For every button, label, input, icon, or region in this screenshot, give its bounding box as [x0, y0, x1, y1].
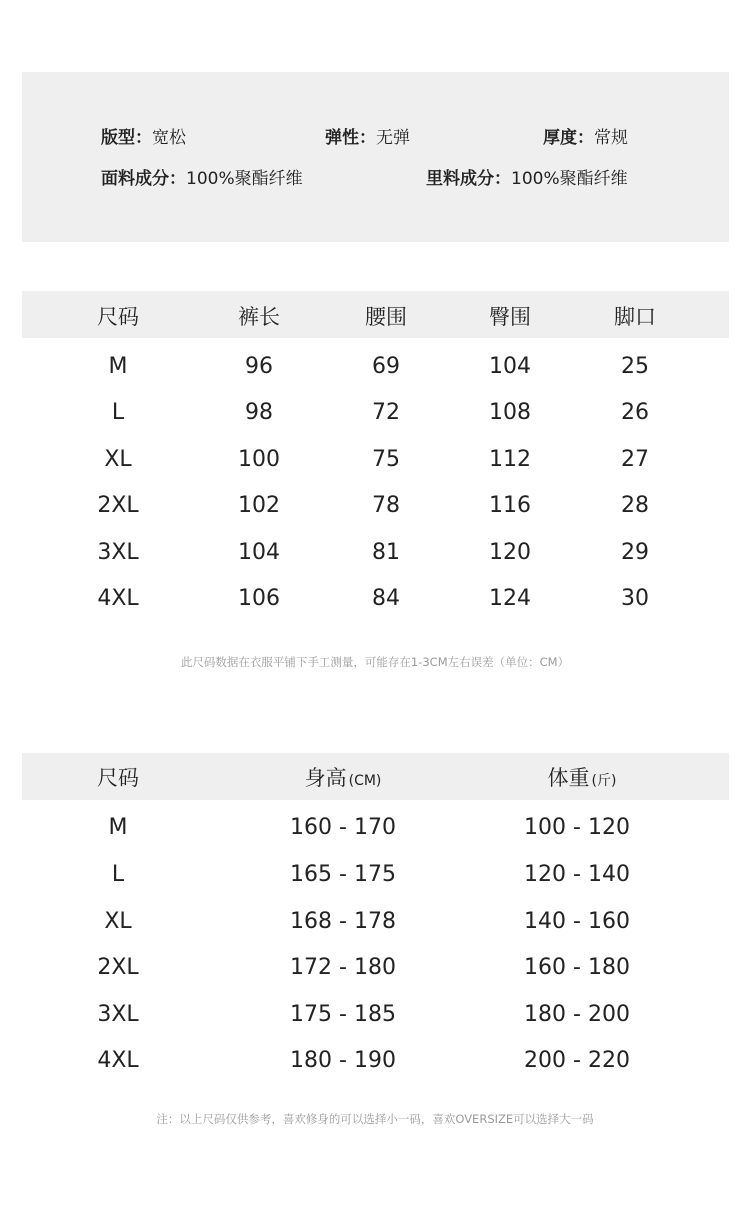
- spec-lining-key: 里料成分：: [426, 169, 511, 189]
- hem-cell: 28: [621, 493, 649, 518]
- rec-size-cell: 4XL: [97, 1048, 139, 1073]
- spec-lining: [426, 169, 628, 189]
- size-cell: 2XL: [97, 493, 139, 518]
- length-cell: 98: [245, 400, 273, 425]
- length-cell: 96: [245, 354, 273, 379]
- height-cell: 160 - 170: [290, 815, 396, 840]
- hip-cell: 116: [489, 493, 531, 518]
- hem-cell: 25: [621, 354, 649, 379]
- length-cell: 102: [238, 493, 280, 518]
- measurement-note: 此尺码数据在衣服平铺下手工测量，可能存在1-3CM左右误差（单位：CM）: [180, 655, 570, 669]
- length-cell: 104: [238, 540, 280, 565]
- waist-cell: 81: [372, 540, 400, 565]
- hip-cell: 108: [489, 400, 531, 425]
- waist-cell: 72: [372, 400, 400, 425]
- waist-cell: 75: [372, 447, 400, 472]
- rec-size-cell: 2XL: [97, 955, 139, 980]
- rec-size-cell: L: [111, 862, 125, 887]
- size-cell: XL: [104, 447, 132, 472]
- height-cell: 165 - 175: [290, 862, 396, 887]
- spec-thickness: [543, 128, 628, 148]
- waist-col-header: 腰围: [365, 305, 407, 329]
- length-col-header: 裤长: [238, 305, 280, 329]
- weight-cell: 180 - 200: [524, 1002, 630, 1027]
- weight-col-header: [548, 765, 617, 794]
- rec-size-cell: XL: [104, 909, 132, 934]
- spec-fabric-key: 面料成分：: [101, 169, 186, 189]
- rec-size-cell: 3XL: [97, 1002, 139, 1027]
- waist-cell: 84: [372, 586, 400, 611]
- spec-thickness-key: 厚度：: [543, 128, 594, 148]
- spec-fit-value: 宽松: [152, 128, 186, 148]
- weight-cell: 120 - 140: [524, 862, 630, 887]
- rec-size-cell: M: [108, 815, 128, 840]
- height-cell: 175 - 185: [290, 1002, 396, 1027]
- waist-cell: 69: [372, 354, 400, 379]
- size-cell: L: [111, 400, 125, 425]
- hip-cell: 112: [489, 447, 531, 472]
- spec-fabric-value: 100%聚酯纤维: [186, 169, 303, 189]
- waist-cell: 78: [372, 493, 400, 518]
- spec-stretch-key: 弹性：: [325, 128, 376, 148]
- weight-cell: 100 - 120: [524, 815, 630, 840]
- weight-cell: 160 - 180: [524, 955, 630, 980]
- size-cell: 4XL: [97, 586, 139, 611]
- length-cell: 100: [238, 447, 280, 472]
- spec-fit-key: 版型：: [101, 128, 152, 148]
- spec-thickness-value: 常规: [594, 128, 628, 148]
- rec-size-col-header: 尺码: [97, 766, 139, 790]
- spec-fabric: [101, 169, 303, 189]
- height-col-unit: (CM): [348, 773, 382, 789]
- length-cell: 106: [238, 586, 280, 611]
- spec-stretch-value: 无弹: [376, 128, 410, 148]
- weight-col-label: 体重: [547, 766, 590, 790]
- weight-cell: 140 - 160: [524, 909, 630, 934]
- size-cell: M: [108, 354, 128, 379]
- height-cell: 172 - 180: [290, 955, 396, 980]
- spec-fit: [101, 128, 186, 148]
- size-col-header: 尺码: [97, 305, 139, 329]
- hip-cell: 120: [489, 540, 531, 565]
- product-spec-panel: [22, 72, 729, 242]
- hip-col-header: 臀围: [489, 305, 531, 329]
- height-col-header: [305, 765, 382, 794]
- spec-lining-value: 100%聚酯纤维: [511, 169, 628, 189]
- height-col-label: 身高: [304, 766, 347, 790]
- hem-cell: 27: [621, 447, 649, 472]
- height-cell: 168 - 178: [290, 909, 396, 934]
- weight-col-unit: (斤): [591, 773, 617, 789]
- hip-cell: 124: [489, 586, 531, 611]
- weight-cell: 200 - 220: [524, 1048, 630, 1073]
- size-cell: 3XL: [97, 540, 139, 565]
- hip-cell: 104: [489, 354, 531, 379]
- size-recommend-note: 注：以上尺码仅供参考，喜欢修身的可以选择小一码，喜欢OVERSIZE可以选择大一码: [156, 1112, 594, 1126]
- hem-col-header: 脚口: [614, 305, 656, 329]
- hem-cell: 29: [621, 540, 649, 565]
- hem-cell: 30: [621, 586, 649, 611]
- spec-stretch: [325, 128, 410, 148]
- height-cell: 180 - 190: [290, 1048, 396, 1073]
- hem-cell: 26: [621, 400, 649, 425]
